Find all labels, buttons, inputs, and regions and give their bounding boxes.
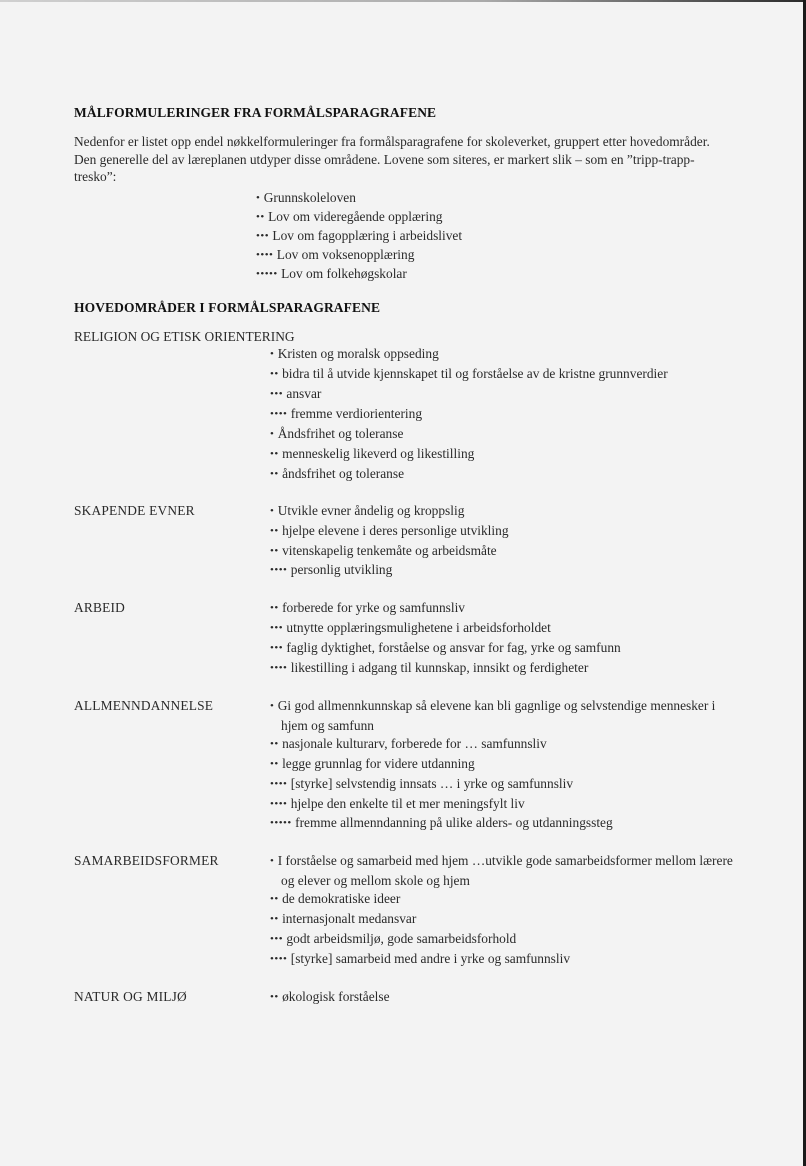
bullet-marker: • (270, 504, 275, 517)
section-items (270, 697, 734, 834)
list-item (270, 988, 734, 1008)
item-text: fremme verdiorientering (290, 406, 423, 422)
item-text: Kristen og moralsk oppseding (277, 346, 439, 362)
legend-text: Lov om videregående opplæring (268, 208, 443, 224)
bullet-marker: •••• (270, 952, 288, 965)
item-text: internasjonalt medansvar (282, 911, 417, 927)
list-item (270, 890, 734, 910)
section-items-religion (270, 345, 734, 484)
bullet-marker: •••• (270, 662, 288, 675)
item-text: [styrke] selvstendig innsats … i yrke og samfunnsliv (290, 775, 574, 791)
list-item (270, 522, 734, 542)
bullet-marker: •• (270, 447, 279, 460)
item-text: Gi god allmennkunnskap så elevene kan bli gagnlige og selvstendige mennesker i hjem og samfunn (277, 697, 716, 733)
item-text: hjelpe den enkelte til et mer meningsfylt liv (290, 795, 525, 811)
list-item (270, 385, 734, 405)
list-item (270, 659, 734, 679)
list-item (270, 795, 734, 815)
list-item (270, 345, 734, 365)
legend-text: Lov om fagopplæring i arbeidslivet (272, 227, 463, 243)
bullet-marker: •• (270, 524, 279, 537)
item-text: nasjonale kulturarv, forberede for … samfunnsliv (282, 735, 547, 751)
legend-item (256, 246, 734, 265)
bullet-marker: • (270, 348, 275, 361)
list-item (270, 755, 734, 775)
bullet-marker: ••• (270, 388, 284, 401)
item-text: økologisk forståelse (282, 988, 390, 1004)
bullet-marker: • (256, 191, 261, 204)
item-text: [styrke] samarbeid med andre i yrke og samfunnsliv (290, 950, 571, 966)
list-item (270, 735, 734, 755)
legend-text: Lov om voksenopplæring (276, 246, 415, 262)
item-text: forberede for yrke og samfunnsliv (282, 600, 466, 616)
section-label: SKAPENDE EVNER (74, 502, 195, 518)
section-items (270, 599, 734, 679)
item-text: utnytte opplæringsmulighetene i arbeidsforholdet (286, 620, 551, 636)
list-item (270, 405, 734, 425)
bullet-marker: ••• (256, 229, 270, 242)
bullet-marker: ••••• (256, 267, 278, 280)
bullet-marker: ••••• (270, 817, 292, 830)
bullet-marker: •• (270, 544, 279, 557)
list-item (270, 445, 734, 465)
scan-top-edge (0, 0, 806, 2)
heading-malformuleringer: MÅLFORMULERINGER FRA FORMÅLSPARAGRAFENE (74, 105, 437, 120)
list-item (270, 425, 734, 445)
section-items (270, 852, 734, 969)
bullet-marker: •• (256, 210, 265, 223)
section-label: NATUR OG MILJØ (74, 988, 187, 1004)
document-page (74, 105, 734, 1008)
item-text: personlig utvikling (290, 562, 393, 578)
section-items (270, 502, 734, 582)
item-text: godt arbeidsmiljø, gode samarbeidsforhold (286, 930, 517, 946)
item-text: bidra til å utvide kjennskapet til og forståelse av de kristne grunnverdier (282, 366, 668, 382)
section-label: ARBEID (74, 600, 126, 616)
intro-paragraph: Nedenfor er listet opp endel nøkkelformuleringer fra formålsparagrafene for skoleverket, gruppert etter hovedområder. Den generelle del av læreplanen utdyper disse områdene. Lovene som siteres, er markert slik – som en ”tripp-trapp-tresko”: (74, 134, 710, 185)
bullet-marker: •••• (270, 797, 288, 810)
section-label: ALLMENNDANNELSE (74, 697, 214, 713)
bullet-marker: • (270, 855, 275, 868)
item-text: faglig dyktighet, forståelse og ansvar for fag, yrke og samfunn (286, 640, 621, 656)
bullet-marker: • (270, 699, 275, 712)
section-label: SAMARBEIDSFORMER (74, 853, 219, 869)
item-text: åndsfrihet og toleranse (282, 465, 405, 481)
legend-item (256, 189, 734, 208)
item-text: de demokratiske ideer (282, 891, 401, 907)
bullet-marker: •••• (270, 777, 288, 790)
item-text: Utvikle evner åndelig og kroppslig (277, 502, 465, 518)
list-item (270, 910, 734, 930)
item-text: ansvar (286, 386, 322, 402)
section-skapende-evner (74, 502, 734, 582)
bullet-marker: ••• (270, 932, 284, 945)
list-item (270, 465, 734, 485)
section-allmenndannelse (74, 697, 734, 834)
list-item (270, 852, 734, 890)
heading-hovedomrader: HOVEDOMRÅDER I FORMÅLSPARAGRAFENE (74, 299, 381, 315)
list-item (270, 639, 734, 659)
bullet-marker: •• (270, 368, 279, 381)
list-item (270, 814, 734, 834)
list-item (270, 950, 734, 970)
legend-item (256, 227, 734, 246)
section-label-religion: RELIGION OG ETISK ORIENTERING (74, 328, 295, 344)
bullet-marker: •• (270, 990, 279, 1003)
legend-item (256, 208, 734, 227)
list-item (270, 775, 734, 795)
section-natur-og-miljo (74, 988, 734, 1008)
bullet-marker: •• (270, 913, 279, 926)
item-text: likestilling i adgang til kunnskap, innsikt og ferdigheter (290, 660, 589, 676)
list-item (270, 542, 734, 562)
list-item (270, 502, 734, 522)
section-samarbeidsformer (74, 852, 734, 969)
list-item (270, 599, 734, 619)
law-legend (256, 189, 734, 284)
bullet-marker: •• (270, 757, 279, 770)
item-text: fremme allmenndanning på ulike alders- og utdanningssteg (295, 815, 613, 831)
bullet-marker: ••• (270, 622, 284, 635)
section-items (270, 988, 734, 1008)
bullet-marker: •••• (270, 564, 288, 577)
bullet-marker: •••• (256, 248, 274, 261)
list-item (270, 561, 734, 581)
bullet-marker: • (270, 428, 275, 440)
legend-text: Grunnskoleloven (263, 189, 356, 205)
list-item (270, 930, 734, 950)
list-item (270, 697, 734, 735)
item-text: I forståelse og samarbeid med hjem …utvikle gode samarbeidsformer mellom lærere og elever og mellom skole og hjem (277, 853, 733, 889)
list-item (270, 619, 734, 639)
item-text: Åndsfrihet og toleranse (277, 426, 404, 441)
bullet-marker: •• (270, 737, 279, 750)
item-text: hjelpe elevene i deres personlige utvikling (282, 522, 509, 538)
bullet-marker: ••• (270, 642, 284, 655)
bullet-marker: •• (270, 893, 279, 906)
legend-text: Lov om folkehøgskolar (281, 265, 407, 281)
item-text: menneskelig likeverd og likestilling (282, 445, 475, 461)
bullet-marker: •• (270, 602, 279, 615)
bullet-marker: •••• (270, 408, 288, 421)
legend-item (256, 265, 734, 284)
bullet-marker: •• (270, 467, 279, 480)
list-item (270, 365, 734, 385)
item-text: vitenskapelig tenkemåte og arbeidsmåte (282, 542, 497, 558)
section-arbeid (74, 599, 734, 679)
item-text: legge grunnlag for videre utdanning (282, 755, 475, 771)
